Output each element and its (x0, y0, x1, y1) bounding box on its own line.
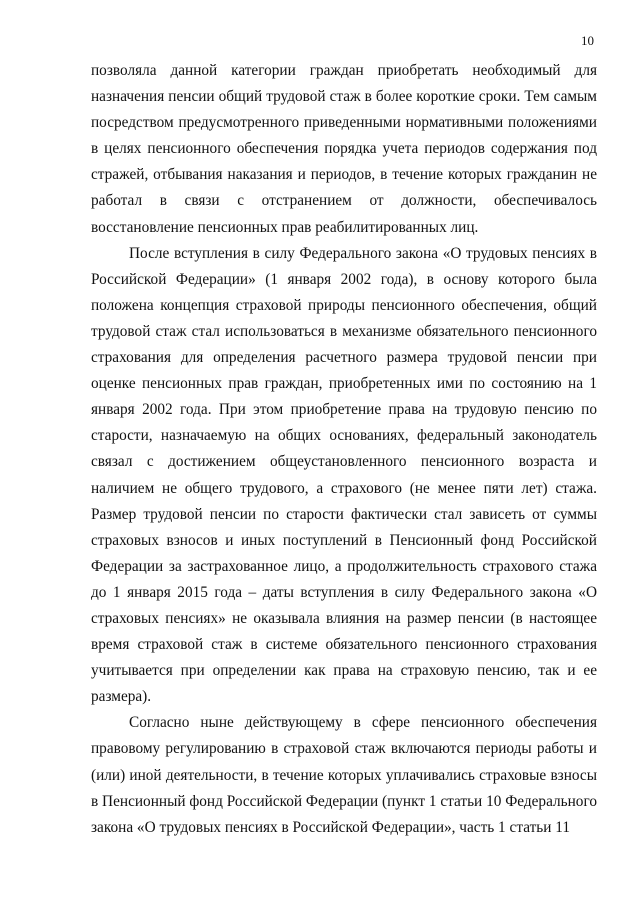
page-number: 10 (581, 33, 594, 48)
paragraph-continuation: позволяла данной категории граждан приобретать необходимый для назначения пенсии общий трудовой стаж в более короткие сроки. Тем самым посредством предусмотренного приведенными нормативными положениями в целях пенсионного обеспечения порядка учета периодов содержания под стражей, отбывания наказания и периодов, в течение которых гражданин не работал в связи с отстранением от должности, обеспечивалось восстановление пенсионных прав реабилитированных лиц. (91, 62, 597, 236)
document-body (91, 58, 597, 841)
paragraph: Согласно ныне действующему в сфере пенсионного обеспечения правовому регулированию в страховой стаж включаются периоды работы и (или) иной деятельности, в течение которых уплачивались страховые взносы в Пенсионный фонд Российской Федерации (пункт 1 статьи 10 Федерального закона «О трудовых пенсиях в Российской Федерации», часть 1 статьи 11 (91, 714, 597, 836)
paragraph: После вступления в силу Федерального закона «О трудовых пенсиях в Российской Федерации» (1 января 2002 года), в основу которого была положена концепция страховой природы пенсионного обеспечения, общий трудовой стаж стал использоваться в механизме обязательного пенсионного страхования для определения расчетного размера трудовой пенсии при оценке пенсионных прав граждан, приобретенных ими по состоянию на 1 января 2002 года. При этом приобретение права на трудовую пенсию по старости, назначаемую на общих основаниях, федеральный законодатель связал с достижением общеустановленного пенсионного возраста и наличием не общего трудового, а страхового (не менее пяти лет) стажа. Размер трудовой пенсии по старости фактически стал зависеть от суммы страховых взносов и иных поступлений в Пенсионный фонд Российской Федерации за застрахованное лицо, а продолжительность страхового стажа до 1 января 2015 года – даты вступления в силу Федерального закона «О страховых пенсиях» не оказывала влияния на размер пенсии (в настоящее время страховой стаж в системе обязательного пенсионного страхования учитывается при определении как права на страховую пенсию, так и ее размера). (91, 244, 597, 706)
